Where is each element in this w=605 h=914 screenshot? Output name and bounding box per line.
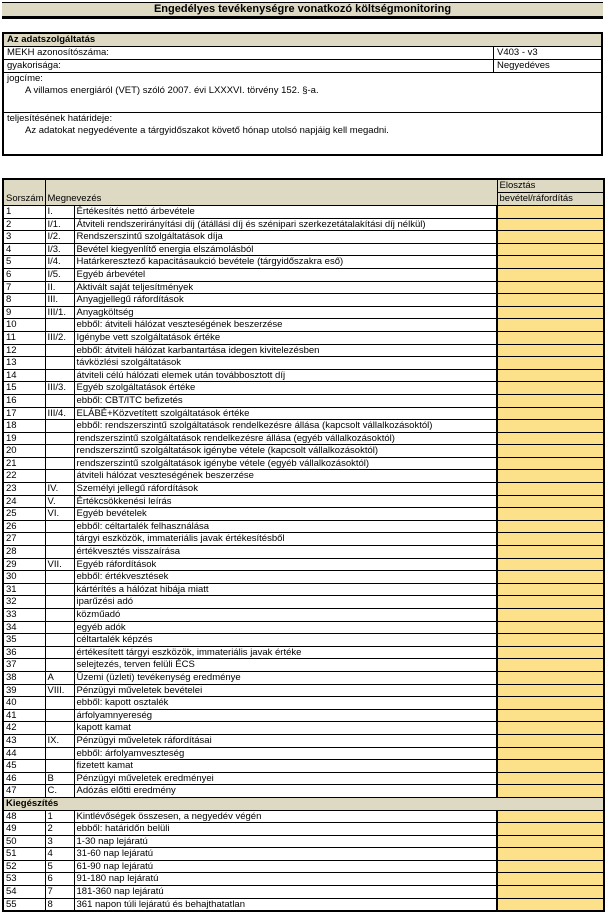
value-input-cell[interactable] xyxy=(497,420,604,433)
table-row xyxy=(3,760,604,773)
value-input-cell[interactable] xyxy=(497,697,604,710)
row-code-cell xyxy=(45,520,74,533)
row-code-cell xyxy=(45,646,74,659)
row-number-cell: 51 xyxy=(3,848,45,861)
row-number-cell: 24 xyxy=(3,495,45,508)
row-number-cell: 23 xyxy=(3,483,45,496)
row-number-cell: 7 xyxy=(3,281,45,294)
row-code-cell xyxy=(45,394,74,407)
table-row xyxy=(3,306,604,319)
table-row xyxy=(3,646,604,659)
row-number-cell: 13 xyxy=(3,357,45,370)
row-name-cell: Pénzügyi műveletek bevételei xyxy=(74,684,497,697)
row-name-cell: értékvesztés visszaírása xyxy=(74,546,497,559)
row-code-cell: III/2. xyxy=(45,331,74,344)
row-code-cell xyxy=(45,583,74,596)
row-name-cell: fizetett kamat xyxy=(74,760,497,773)
row-name-cell: tárgyi eszközök, immateriális javak értékesítésből xyxy=(74,533,497,546)
row-code-cell: 4 xyxy=(45,848,74,861)
row-code-cell: 7 xyxy=(45,886,74,899)
table-row xyxy=(3,860,604,873)
value-input-cell[interactable] xyxy=(497,722,604,735)
row-number-cell: 48 xyxy=(3,810,45,823)
row-code-cell: III/1. xyxy=(45,306,74,319)
row-number-cell: 33 xyxy=(3,609,45,622)
value-input-cell[interactable] xyxy=(497,432,604,445)
row-name-cell: ebből: átviteli hálózat karbantartása idegen kivitelezésben xyxy=(74,344,497,357)
row-name-cell: ebből: CBT/ITC befizetés xyxy=(74,394,497,407)
row-name-cell: ebből: átviteli hálózat veszteségének beszerzése xyxy=(74,319,497,332)
row-number-cell: 52 xyxy=(3,860,45,873)
value-input-cell[interactable] xyxy=(497,886,604,899)
value-input-cell[interactable] xyxy=(497,810,604,823)
row-code-cell xyxy=(45,457,74,470)
table-row xyxy=(3,394,604,407)
row-code-cell: I/2. xyxy=(45,231,74,244)
deadline-text: Az adatokat negyedévente a tárgyidőszakot követő hónap utolsó napjáig kell megadni. xyxy=(25,125,389,136)
row-name-cell: átviteli célú hálózati elemek után továbbosztott díj xyxy=(74,369,497,382)
row-number-cell: 40 xyxy=(3,697,45,710)
frequency-row xyxy=(4,60,601,73)
row-number-cell: 43 xyxy=(3,734,45,747)
table-row xyxy=(3,546,604,559)
row-code-cell: 2 xyxy=(45,823,74,836)
row-name-cell: Egyéb ráfordítások xyxy=(74,558,497,571)
row-name-cell: Értékesítés nettó árbevétele xyxy=(74,206,497,219)
row-number-cell: 42 xyxy=(3,722,45,735)
row-name-cell: ebből: rendszerszintű szolgáltatások rendelkezésre állása (kapcsolt vállalkozásoktól) xyxy=(74,420,497,433)
value-input-cell[interactable] xyxy=(497,394,604,407)
value-input-cell[interactable] xyxy=(497,848,604,861)
row-code-cell: I. xyxy=(45,206,74,219)
row-code-cell xyxy=(45,319,74,332)
row-code-cell xyxy=(45,747,74,760)
table-row xyxy=(3,319,604,332)
row-name-cell: céltartalék képzés xyxy=(74,634,497,647)
row-name-cell: kártérítés a hálózat hibája miatt xyxy=(74,583,497,596)
table-row xyxy=(3,835,604,848)
table-row xyxy=(3,407,604,420)
value-input-cell[interactable] xyxy=(497,571,604,584)
datasheet-info-panel xyxy=(2,32,603,156)
row-name-cell: 31-60 nap lejáratú xyxy=(74,848,497,861)
row-name-cell: Határkeresztező kapacitásaukció bevétele (tárgyidőszakra eső) xyxy=(74,256,497,269)
row-number-cell: 32 xyxy=(3,596,45,609)
table-row xyxy=(3,231,604,244)
table-row xyxy=(3,206,604,219)
legal-basis-label: jogcíme: xyxy=(7,73,43,84)
column-header-megnevezes: Megnevezés xyxy=(45,179,497,206)
value-input-cell[interactable] xyxy=(497,357,604,370)
row-name-cell: Kintlévőségek összesen, a negyedév végén xyxy=(74,810,497,823)
row-code-cell: 6 xyxy=(45,873,74,886)
row-code-cell: III. xyxy=(45,294,74,307)
table-row xyxy=(3,785,604,798)
row-number-cell: 53 xyxy=(3,873,45,886)
row-name-cell: kapott kamat xyxy=(74,722,497,735)
row-code-cell xyxy=(45,420,74,433)
table-row xyxy=(3,823,604,836)
row-name-cell: Anyagjellegű ráfordítások xyxy=(74,294,497,307)
table-row xyxy=(3,243,604,256)
row-code-cell: III/4. xyxy=(45,407,74,420)
mekh-id-label: MEKH azonosítószáma: xyxy=(7,47,109,58)
row-name-cell: ebből: értékvesztések xyxy=(74,571,497,584)
value-input-cell[interactable] xyxy=(497,218,604,231)
row-number-cell: 5 xyxy=(3,256,45,269)
value-input-cell[interactable] xyxy=(497,583,604,596)
table-row xyxy=(3,634,604,647)
table-row xyxy=(3,331,604,344)
row-code-cell: VIII. xyxy=(45,684,74,697)
row-name-cell: Személyi jellegű ráfordítások xyxy=(74,483,497,496)
value-input-cell[interactable] xyxy=(497,646,604,659)
row-name-cell: rendszerszintű szolgáltatások igénybe vétele (kapcsolt vállalkozásoktól) xyxy=(74,445,497,458)
row-code-cell: VI. xyxy=(45,508,74,521)
row-number-cell: 4 xyxy=(3,243,45,256)
row-number-cell: 55 xyxy=(3,898,45,911)
row-name-cell: Értékcsökkenési leírás xyxy=(74,495,497,508)
row-code-cell xyxy=(45,571,74,584)
row-number-cell: 20 xyxy=(3,445,45,458)
row-name-cell: 1-30 nap lejáratú xyxy=(74,835,497,848)
value-input-cell[interactable] xyxy=(497,634,604,647)
row-number-cell: 50 xyxy=(3,835,45,848)
row-name-cell: Egyéb szolgáltatások értéke xyxy=(74,382,497,395)
row-name-cell: Üzemi (üzleti) tevékenység eredménye xyxy=(74,671,497,684)
table-row xyxy=(3,558,604,571)
row-number-cell: 45 xyxy=(3,760,45,773)
row-code-cell xyxy=(45,357,74,370)
table-row xyxy=(3,571,604,584)
value-input-cell[interactable] xyxy=(497,294,604,307)
row-name-cell: Anyagköltség xyxy=(74,306,497,319)
row-number-cell: 16 xyxy=(3,394,45,407)
row-code-cell: VII. xyxy=(45,558,74,571)
row-number-cell: 49 xyxy=(3,823,45,836)
table-row xyxy=(3,533,604,546)
row-number-cell: 28 xyxy=(3,546,45,559)
row-name-cell: Pénzügyi műveletek eredményei xyxy=(74,772,497,785)
value-input-cell[interactable] xyxy=(497,546,604,559)
mekh-id-value: V403 - v3 xyxy=(493,47,601,59)
row-name-cell: Pénzügyi műveletek ráfordításai xyxy=(74,734,497,747)
value-input-cell[interactable] xyxy=(497,243,604,256)
row-name-cell: Adózás előtti eredmény xyxy=(74,785,497,798)
row-name-cell: 91-180 nap lejáratú xyxy=(74,873,497,886)
table-row xyxy=(3,734,604,747)
table-row xyxy=(3,772,604,785)
row-number-cell: 44 xyxy=(3,747,45,760)
row-number-cell: 39 xyxy=(3,684,45,697)
table-row xyxy=(3,218,604,231)
table-row xyxy=(3,747,604,760)
row-name-cell: iparűzési adó xyxy=(74,596,497,609)
row-code-cell xyxy=(45,470,74,483)
row-code-cell: 5 xyxy=(45,860,74,873)
table-row xyxy=(3,583,604,596)
table-row xyxy=(3,256,604,269)
deadline-label: teljesítésének határideje: xyxy=(7,113,113,124)
row-name-cell: rendszerszintű szolgáltatások rendelkezésre állása (egyéb vállalkozásoktól) xyxy=(74,432,497,445)
table-row xyxy=(3,357,604,370)
row-name-cell: Aktivált saját teljesítmények xyxy=(74,281,497,294)
value-input-cell[interactable] xyxy=(497,898,604,911)
row-code-cell: C. xyxy=(45,785,74,798)
row-number-cell: 36 xyxy=(3,646,45,659)
table-row xyxy=(3,709,604,722)
value-input-cell[interactable] xyxy=(497,873,604,886)
row-number-cell: 54 xyxy=(3,886,45,899)
row-name-cell: Igénybe vett szolgáltatások értéke xyxy=(74,331,497,344)
value-input-cell[interactable] xyxy=(497,268,604,281)
legal-basis-text: A villamos energiáról (VET) szóló 2007. évi LXXXVI. törvény 152. §-a. xyxy=(25,85,319,96)
value-input-cell[interactable] xyxy=(497,659,604,672)
table-row xyxy=(3,520,604,533)
table-row xyxy=(3,810,604,823)
value-input-cell[interactable] xyxy=(497,747,604,760)
table-row xyxy=(3,684,604,697)
row-code-cell: 1 xyxy=(45,810,74,823)
row-code-cell: IV. xyxy=(45,483,74,496)
row-number-cell: 18 xyxy=(3,420,45,433)
row-name-cell: Egyéb árbevétel xyxy=(74,268,497,281)
row-number-cell: 10 xyxy=(3,319,45,332)
row-code-cell xyxy=(45,621,74,634)
row-number-cell: 47 xyxy=(3,785,45,798)
table-row xyxy=(3,369,604,382)
value-input-cell[interactable] xyxy=(497,823,604,836)
row-number-cell: 46 xyxy=(3,772,45,785)
table-row xyxy=(3,432,604,445)
table-row xyxy=(3,420,604,433)
row-number-cell: 11 xyxy=(3,331,45,344)
row-number-cell: 9 xyxy=(3,306,45,319)
kiegeszites-header: Kiegészítés xyxy=(3,797,604,810)
row-number-cell: 26 xyxy=(3,520,45,533)
row-number-cell: 17 xyxy=(3,407,45,420)
row-name-cell: rendszerszintű szolgáltatások igénybe vétele (egyéb vállalkozásoktól) xyxy=(74,457,497,470)
row-number-cell: 35 xyxy=(3,634,45,647)
row-name-cell: selejtezés, terven felüli ÉCS xyxy=(74,659,497,672)
row-name-cell: közműadó xyxy=(74,609,497,622)
value-input-cell[interactable] xyxy=(497,206,604,219)
info-section-header: Az adatszolgáltatás xyxy=(4,34,601,47)
row-code-cell xyxy=(45,546,74,559)
row-code-cell xyxy=(45,697,74,710)
value-input-cell[interactable] xyxy=(497,495,604,508)
row-code-cell xyxy=(45,432,74,445)
value-input-cell[interactable] xyxy=(497,621,604,634)
value-input-cell[interactable] xyxy=(497,281,604,294)
row-code-cell: 8 xyxy=(45,898,74,911)
table-row xyxy=(3,470,604,483)
row-number-cell: 15 xyxy=(3,382,45,395)
row-code-cell xyxy=(45,609,74,622)
value-input-cell[interactable] xyxy=(497,306,604,319)
table-row xyxy=(3,898,604,911)
table-row xyxy=(3,382,604,395)
value-input-cell[interactable] xyxy=(497,734,604,747)
value-input-cell[interactable] xyxy=(497,331,604,344)
table-row xyxy=(3,609,604,622)
row-name-cell: ebből: kapott osztalék xyxy=(74,697,497,710)
section-row-kiegeszites xyxy=(3,797,604,810)
table-header-row-1 xyxy=(3,179,604,193)
table-row xyxy=(3,344,604,357)
row-name-cell: ebből: céltartalék felhasználása xyxy=(74,520,497,533)
row-number-cell: 37 xyxy=(3,659,45,672)
row-name-cell: 181-360 nap lejáratú xyxy=(74,886,497,899)
table-row xyxy=(3,886,604,899)
row-name-cell: egyéb adók xyxy=(74,621,497,634)
table-row xyxy=(3,508,604,521)
row-number-cell: 30 xyxy=(3,571,45,584)
value-input-cell[interactable] xyxy=(497,533,604,546)
row-number-cell: 19 xyxy=(3,432,45,445)
row-code-cell: I/4. xyxy=(45,256,74,269)
row-code-cell xyxy=(45,533,74,546)
value-input-cell[interactable] xyxy=(497,760,604,773)
row-code-cell xyxy=(45,709,74,722)
value-input-cell[interactable] xyxy=(497,344,604,357)
row-number-cell: 29 xyxy=(3,558,45,571)
value-input-cell[interactable] xyxy=(497,445,604,458)
row-name-cell: 61-90 nap lejáratú xyxy=(74,860,497,873)
row-number-cell: 21 xyxy=(3,457,45,470)
row-number-cell: 2 xyxy=(3,218,45,231)
value-input-cell[interactable] xyxy=(497,835,604,848)
row-code-cell xyxy=(45,596,74,609)
row-number-cell: 14 xyxy=(3,369,45,382)
value-input-cell[interactable] xyxy=(497,457,604,470)
row-code-cell: I/1. xyxy=(45,218,74,231)
row-number-cell: 41 xyxy=(3,709,45,722)
value-input-cell[interactable] xyxy=(497,470,604,483)
cost-monitoring-table xyxy=(2,178,605,912)
row-code-cell xyxy=(45,445,74,458)
table-row xyxy=(3,659,604,672)
row-number-cell: 25 xyxy=(3,508,45,521)
page-title: Engedélyes tevékenységre vonatkozó költségmonitoring xyxy=(2,2,603,19)
value-input-cell[interactable] xyxy=(497,684,604,697)
table-row xyxy=(3,294,604,307)
row-number-cell: 27 xyxy=(3,533,45,546)
table-row xyxy=(3,873,604,886)
column-header-sorszam: Sorszám xyxy=(3,179,45,206)
table-row xyxy=(3,621,604,634)
value-input-cell[interactable] xyxy=(497,407,604,420)
row-number-cell: 1 xyxy=(3,206,45,219)
row-name-cell: értékesített tárgyi eszközök, immateriális javak értéke xyxy=(74,646,497,659)
value-input-cell[interactable] xyxy=(497,319,604,332)
column-header-bevetel-raforditas: bevétel/ráfordítás xyxy=(497,193,604,206)
row-name-cell: Átviteli rendszerirányítási díj (átállási díj és szénipari szerkezetátalakítási díj nélkül) xyxy=(74,218,497,231)
table-row xyxy=(3,483,604,496)
row-code-cell: V. xyxy=(45,495,74,508)
value-input-cell[interactable] xyxy=(497,558,604,571)
table-row xyxy=(3,457,604,470)
row-code-cell: III/3. xyxy=(45,382,74,395)
row-name-cell: 361 napon túli lejáratú és behajthatatlan xyxy=(74,898,497,911)
row-code-cell xyxy=(45,369,74,382)
row-number-cell: 34 xyxy=(3,621,45,634)
frequency-label: gyakorisága: xyxy=(7,60,61,71)
value-input-cell[interactable] xyxy=(497,520,604,533)
row-code-cell xyxy=(45,722,74,735)
row-code-cell xyxy=(45,634,74,647)
table-row xyxy=(3,848,604,861)
value-input-cell[interactable] xyxy=(497,483,604,496)
row-code-cell: A xyxy=(45,671,74,684)
table-row xyxy=(3,445,604,458)
row-number-cell: 6 xyxy=(3,268,45,281)
frequency-value: Negyedéves xyxy=(493,60,601,72)
table-row xyxy=(3,671,604,684)
table-row xyxy=(3,697,604,710)
mekh-id-row xyxy=(4,47,601,60)
value-input-cell[interactable] xyxy=(497,231,604,244)
row-code-cell xyxy=(45,760,74,773)
value-input-cell[interactable] xyxy=(497,671,604,684)
row-number-cell: 3 xyxy=(3,231,45,244)
row-code-cell: I/5. xyxy=(45,268,74,281)
row-code-cell: IX. xyxy=(45,734,74,747)
column-header-elosztas: Elosztás xyxy=(497,179,604,193)
row-name-cell: ebből: árfolyamveszteség xyxy=(74,747,497,760)
value-input-cell[interactable] xyxy=(497,508,604,521)
value-input-cell[interactable] xyxy=(497,860,604,873)
deadline-block xyxy=(4,113,601,154)
value-input-cell[interactable] xyxy=(497,382,604,395)
table-row xyxy=(3,722,604,735)
row-number-cell: 22 xyxy=(3,470,45,483)
row-code-cell xyxy=(45,659,74,672)
value-input-cell[interactable] xyxy=(497,709,604,722)
row-name-cell: távközlési szolgáltatások xyxy=(74,357,497,370)
row-number-cell: 31 xyxy=(3,583,45,596)
row-name-cell: Bevétel kiegyenlítő energia elszámolásból xyxy=(74,243,497,256)
row-number-cell: 8 xyxy=(3,294,45,307)
row-number-cell: 38 xyxy=(3,671,45,684)
table-row xyxy=(3,596,604,609)
cost-table-body xyxy=(3,206,604,912)
legal-basis-block xyxy=(4,73,601,113)
row-code-cell: I/3. xyxy=(45,243,74,256)
row-code-cell: 3 xyxy=(45,835,74,848)
table-row xyxy=(3,495,604,508)
value-input-cell[interactable] xyxy=(497,609,604,622)
row-name-cell: Rendszerszintű szolgáltatások díja xyxy=(74,231,497,244)
value-input-cell[interactable] xyxy=(497,596,604,609)
row-name-cell: Egyéb bevételek xyxy=(74,508,497,521)
row-code-cell: B xyxy=(45,772,74,785)
value-input-cell[interactable] xyxy=(497,772,604,785)
value-input-cell[interactable] xyxy=(497,785,604,798)
row-name-cell: átviteli hálózat veszteségének beszerzése xyxy=(74,470,497,483)
value-input-cell[interactable] xyxy=(497,369,604,382)
row-name-cell: árfolyamnyereség xyxy=(74,709,497,722)
row-number-cell: 12 xyxy=(3,344,45,357)
row-code-cell xyxy=(45,344,74,357)
row-name-cell: ELÁBÉ+Közvetített szolgáltatások értéke xyxy=(74,407,497,420)
table-row xyxy=(3,268,604,281)
row-name-cell: ebből: határidőn belüli xyxy=(74,823,497,836)
table-row xyxy=(3,281,604,294)
value-input-cell[interactable] xyxy=(497,256,604,269)
row-code-cell: II. xyxy=(45,281,74,294)
